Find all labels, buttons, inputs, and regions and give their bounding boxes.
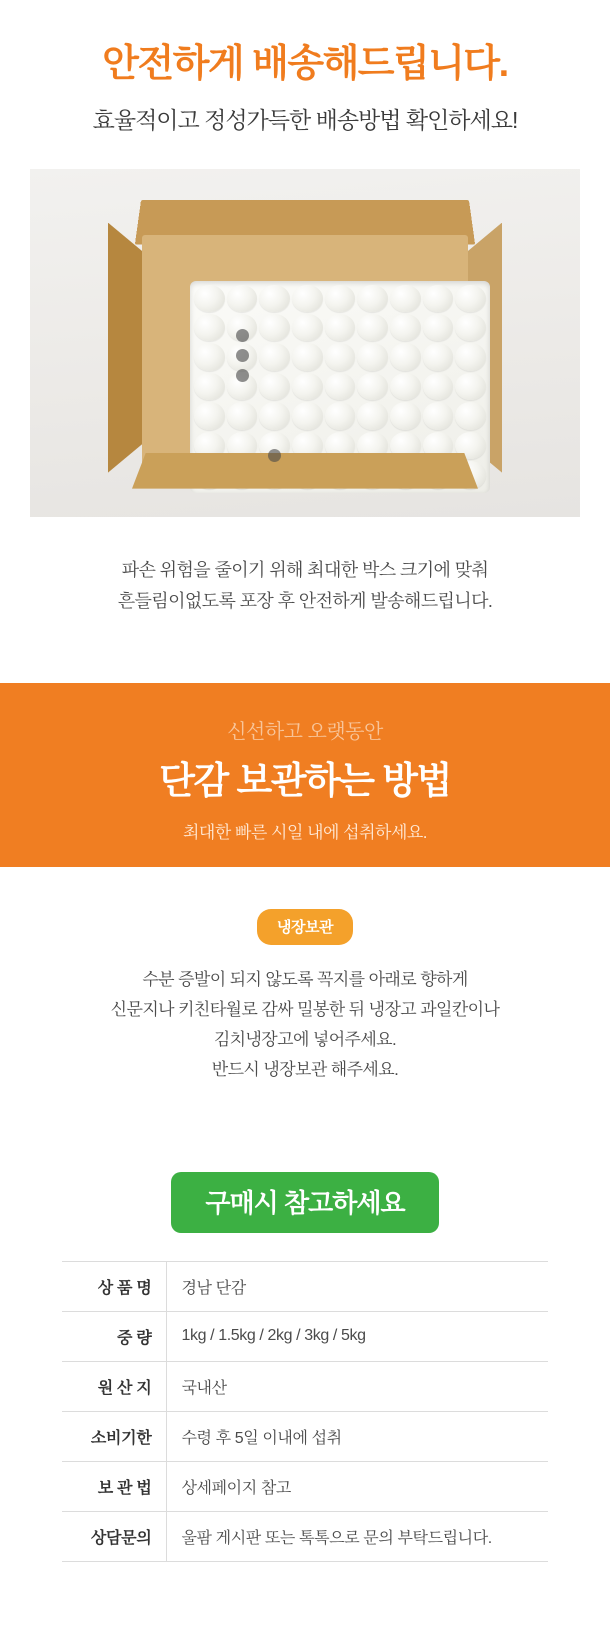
- box-flap-bottom: [132, 453, 478, 489]
- cardboard-box: [108, 199, 502, 489]
- table-row: [62, 1311, 548, 1361]
- spec-label: 상담문의: [90, 1529, 152, 1547]
- page-title: 안전하게 배송해드립니다.: [102, 43, 508, 85]
- storage-banner: [0, 683, 610, 867]
- caption-line-1: 파손 위험을 줄이기 위해 최대한 박스 크기에 맞춰: [121, 559, 489, 580]
- table-row: [62, 1511, 548, 1561]
- storage-line-4: 반드시 냉장보관 해주세요.: [211, 1060, 399, 1080]
- spec-label: 원 산 지: [97, 1379, 152, 1397]
- storage-line-1: 수분 증발이 되지 않도록 꼭지를 아래로 향하게: [142, 969, 468, 989]
- spec-label: 중 량: [117, 1329, 152, 1347]
- spec-value: 1kg / 1.5kg / 2kg / 3kg / 5kg: [166, 1311, 548, 1361]
- purchase-notice-wrap: [0, 1172, 610, 1233]
- banner-pretitle: 신선하고 오랫동안: [227, 720, 383, 743]
- spec-label: 보 관 법: [97, 1479, 152, 1497]
- table-row: [62, 1461, 548, 1511]
- table-row: [62, 1411, 548, 1461]
- caption-line-2: 흔들림이없도록 포장 후 안전하게 발송해드립니다.: [117, 590, 493, 611]
- cushion-logo-group: [236, 329, 254, 382]
- purchase-notice-badge: 구매시 참고하세요: [171, 1172, 438, 1233]
- recycle-icon: [268, 449, 281, 462]
- spec-label: 상 품 명: [97, 1279, 152, 1297]
- spec-value: 수령 후 5일 이내에 섭취: [166, 1411, 548, 1461]
- spec-value: 상세페이지 참고: [166, 1461, 548, 1511]
- table-row: [62, 1261, 548, 1311]
- storage-chip-wrap: [0, 909, 610, 945]
- storage-line-3: 김치냉장고에 넣어주세요.: [213, 1030, 397, 1049]
- recycle-icon: [236, 329, 249, 342]
- storage-instructions: [0, 965, 610, 1086]
- box-interior: [142, 235, 468, 467]
- spec-table-body: [62, 1261, 548, 1561]
- header-section: [0, 0, 610, 135]
- spec-value: 울팜 게시판 또는 톡톡으로 문의 부탁드립니다.: [166, 1511, 548, 1561]
- banner-title: 단감 보관하는 방법: [159, 759, 451, 801]
- refrigerate-badge: 냉장보관: [257, 909, 353, 945]
- packaging-caption: [0, 555, 610, 617]
- storage-line-2: 신문지나 키친타월로 감싸 밀봉한 뒤 냉장고 과일칸이나: [110, 999, 500, 1019]
- recycle-icon: [236, 369, 249, 382]
- table-row: [62, 1361, 548, 1411]
- banner-subtitle: 최대한 빠른 시일 내에 섭취하세요.: [182, 822, 428, 842]
- page-subtitle: 효율적이고 정성가득한 배송방법 확인하세요!: [92, 106, 518, 133]
- product-spec-table: [62, 1261, 548, 1562]
- packaging-photo: [30, 169, 580, 517]
- spec-value: 경남 단감: [166, 1261, 548, 1311]
- spec-label: 소비기한: [90, 1429, 152, 1447]
- recycle-icon: [236, 349, 249, 362]
- spec-value: 국내산: [166, 1361, 548, 1411]
